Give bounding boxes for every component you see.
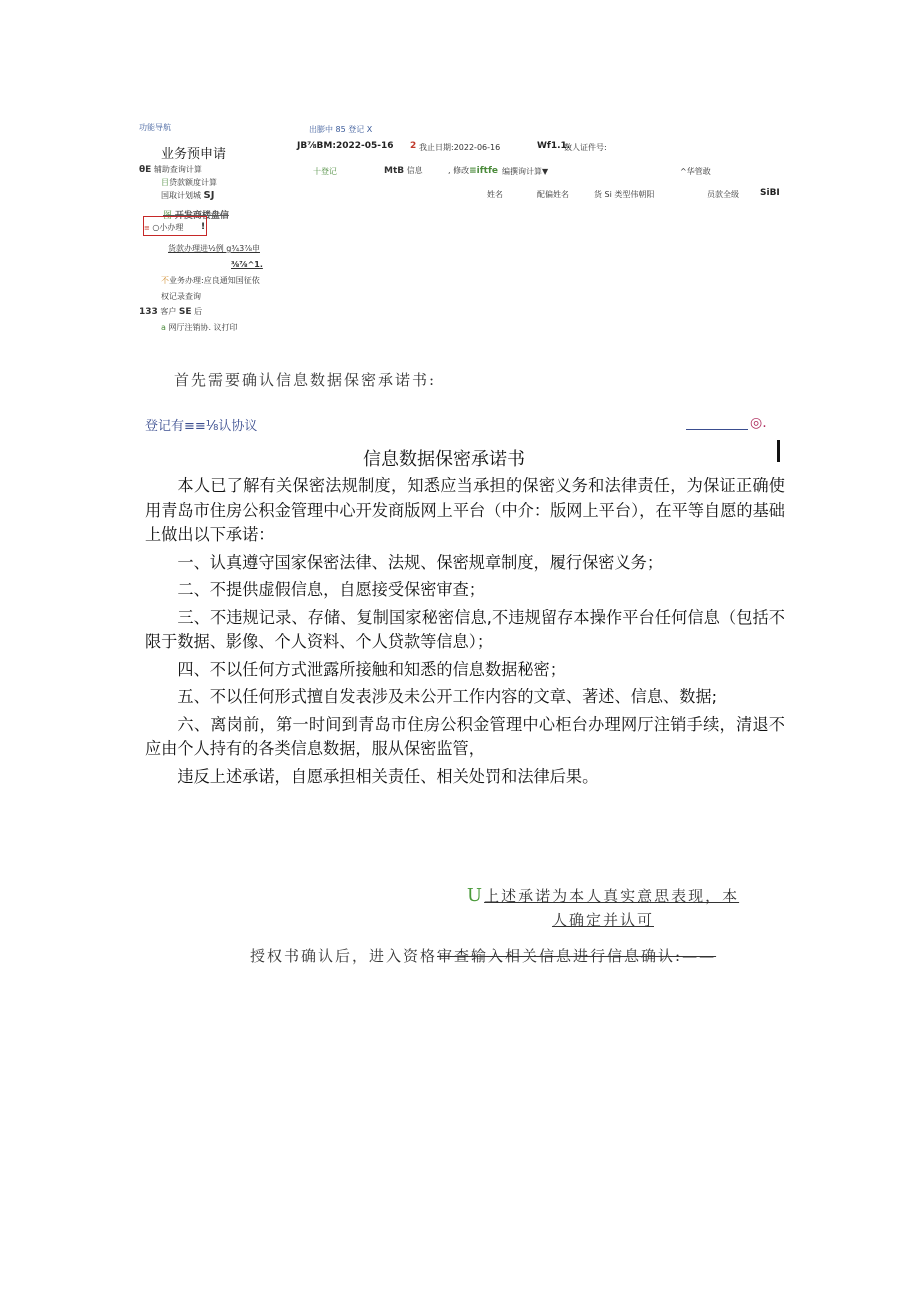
nav-item-customer[interactable]: 133 客户 SE 后 bbox=[139, 307, 203, 317]
nav-item-loan-calc[interactable] bbox=[161, 177, 217, 188]
nav-item-sub[interactable]: ⅜⅞^1. bbox=[231, 260, 263, 269]
agreement-line-2: 人确定并认可 bbox=[551, 911, 654, 929]
loan-calc-icon: 目 bbox=[161, 178, 169, 187]
paragraph-1: 一、认真遵守国家保密法律、法规、保密规章制度，履行保密义务； bbox=[177, 552, 664, 572]
nav-item-label: 业务办理:应良通知国征依 bbox=[169, 276, 260, 285]
developer-icon: 图 bbox=[163, 211, 173, 221]
deadline-number: 2 bbox=[410, 141, 417, 151]
paragraph-2: 二、不提供虚假信息，自愿接受保密审查； bbox=[177, 580, 485, 599]
manage-button[interactable]: ^华管敢 bbox=[680, 167, 711, 176]
document-body bbox=[145, 474, 785, 792]
nav-item-cancel-print[interactable]: a 网厅注销协. 议打印 bbox=[161, 323, 238, 332]
nav-item-record-query[interactable]: 权记录查询 bbox=[161, 292, 201, 301]
nav-item-business[interactable] bbox=[161, 275, 260, 286]
calc-dropdown[interactable]: 编撰询计算▼ bbox=[502, 167, 549, 176]
col-sibi: SiBI bbox=[760, 188, 780, 198]
nav-item-label: 国取计划城 bbox=[161, 191, 201, 200]
modify-button[interactable]: , 修改≡iftfe bbox=[448, 166, 498, 176]
paragraph-5: 五、不以任何形式擅自发表涉及未公开工作内容的文章、著述、信息、数据; bbox=[177, 687, 718, 706]
nav-item-assist-query[interactable]: θE 辅助查询计算 bbox=[139, 165, 202, 175]
agreement-checkbox[interactable] bbox=[453, 884, 753, 932]
nav-item-plan[interactable]: 国取计划城 SJ bbox=[161, 190, 215, 201]
paragraph-3: 三、不违规记录、存储、复制国家秘密信息,不违规留存本操作平台任何信息（包括不限于数据、影像、个人资料、个人贷款等信息）； bbox=[145, 607, 785, 651]
intro-text: 首先需要确认信息数据保密承诺书: bbox=[174, 371, 437, 389]
nav-item-label: ○小办理 bbox=[152, 223, 184, 232]
print-icon: a bbox=[161, 323, 166, 332]
col-spouse-name: 配偏姓名 bbox=[537, 190, 569, 199]
paragraph-6: 六、离岗前，第一时间到青岛市住房公积金管理中心柜台办理网厅注销手续，清退不应由个人持有的各类信息数据，服从保密监管， bbox=[145, 714, 785, 758]
outro-text bbox=[250, 945, 716, 966]
wf-label: Wf1.1. bbox=[537, 141, 571, 151]
col-loan-type: 货 Si 类型伟朝阳 bbox=[594, 190, 655, 199]
nav-header: 功能导航 bbox=[139, 123, 171, 132]
register-button[interactable]: 十登记 bbox=[313, 167, 337, 176]
info-button[interactable]: MtB 信息 bbox=[384, 166, 423, 176]
text-cursor bbox=[777, 440, 780, 462]
agreement-line-1: 上述承诺为本人真实意思表现，本 bbox=[484, 887, 740, 905]
dialog-title-line bbox=[686, 429, 748, 430]
register-label: 出膨中 85 登记 X bbox=[309, 125, 373, 134]
nav-title: 业务预申请 bbox=[161, 147, 227, 162]
dialog-title: 登记有≡≡⅛认协议 bbox=[145, 419, 258, 434]
nav-item-label: 贷款额度计算 bbox=[169, 178, 217, 187]
jb-date: JB⅞BM:2022-05-16 bbox=[297, 141, 394, 151]
paragraph-conclusion: 违反上述承诺，自愿承担相关责任、相关处罚和法律后果。 bbox=[177, 766, 599, 786]
col-amount: 员款全级 bbox=[707, 190, 739, 199]
cert-label: 数人证件号: bbox=[564, 143, 607, 152]
paragraph-intro: 本人已了解有关保密法规制度，知悉应当承担的保密义务和法律责任，为保证正确使用青岛市住房公积金管理中心开发商版网上平台（中介：版网上平台），在平等自愿的基础上做出以下承诺： bbox=[145, 476, 785, 544]
outro-prefix: 授权书确认后，进入资格 bbox=[250, 947, 438, 965]
outro-struck: 审查输入相关信息进行信息确认:—— bbox=[437, 947, 717, 965]
col-name: 姓名 bbox=[487, 190, 503, 199]
nav-item-handle[interactable]: ≡ ○小办理 bbox=[144, 223, 184, 232]
nav-item-label: 开发商楼盘信 bbox=[174, 211, 229, 221]
alert-icon: ! bbox=[201, 222, 206, 232]
close-icon[interactable]: ◎. bbox=[750, 415, 767, 431]
deadline-date: 我止日期:2022-06-16 bbox=[419, 143, 501, 152]
nav-item-label: 辅助查询计算 bbox=[153, 165, 202, 174]
agree-mark-icon: U bbox=[466, 885, 485, 906]
paragraph-4: 四、不以任何方式泄露所接触和知悉的信息数据秘密； bbox=[177, 659, 566, 679]
nav-item-loan-progress[interactable]: 货款办理进½例 g¾3⅞申 bbox=[168, 244, 260, 253]
document-title: 信息数据保密承诺书 bbox=[363, 449, 525, 470]
business-icon: 不 bbox=[161, 276, 169, 285]
